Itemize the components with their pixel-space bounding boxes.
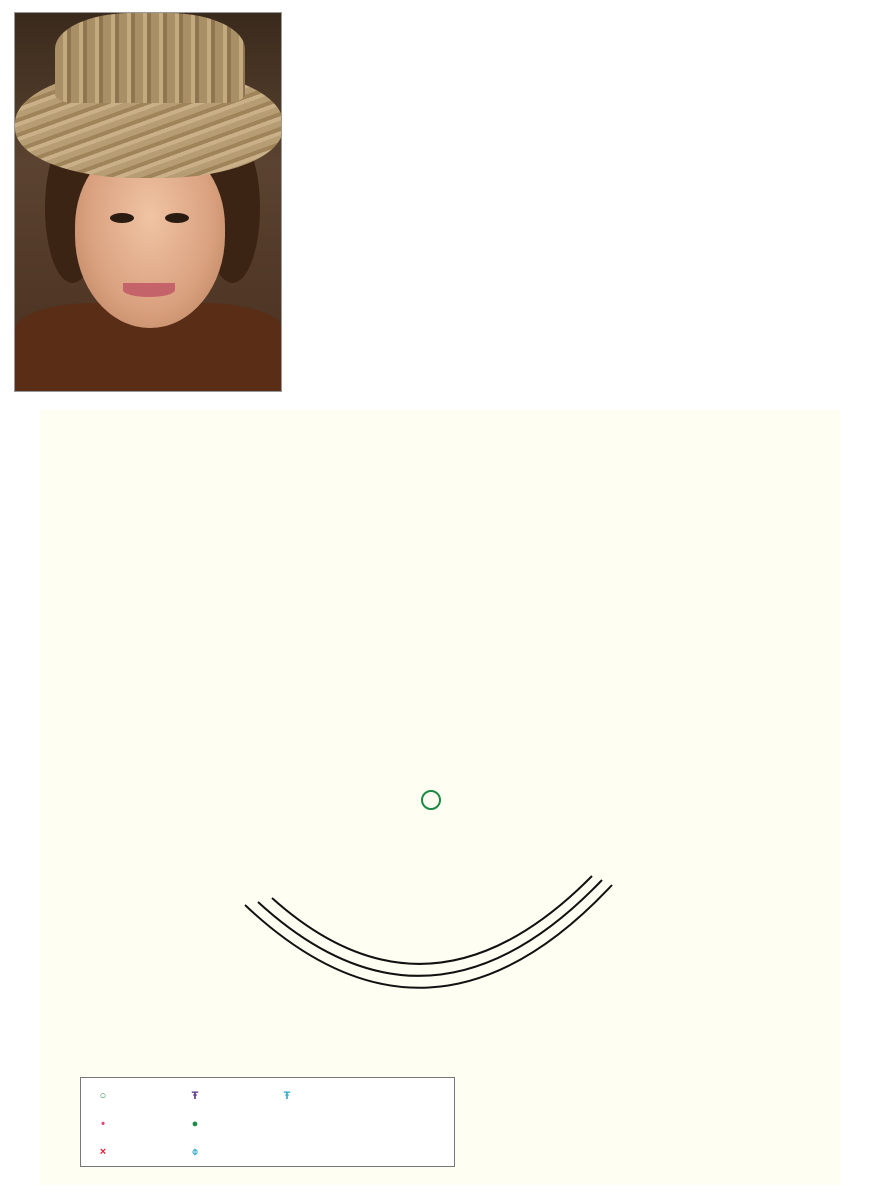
eye-right <box>165 213 189 223</box>
legend-item-dc <box>189 1090 205 1102</box>
materials-column <box>319 86 559 128</box>
cluster-icon: ⌽ <box>191 1146 199 1158</box>
mouth <box>123 283 175 297</box>
slip-stitch-icon: • <box>101 1118 105 1130</box>
model-photo <box>14 12 282 392</box>
legend-item-chain <box>97 1090 113 1102</box>
sc-icon: × <box>99 1146 107 1158</box>
dc-icon: Ŧ <box>191 1090 199 1102</box>
chain-icon: ○ <box>99 1090 107 1102</box>
hook-line <box>319 98 559 116</box>
legend <box>80 1077 455 1167</box>
legend-item-relief-dc <box>281 1090 297 1102</box>
legend-item-sc <box>97 1146 113 1158</box>
scheme-background <box>40 410 840 1185</box>
legend-item-slip <box>97 1118 113 1130</box>
eye-left <box>110 213 134 223</box>
turning-chain-icon: ● <box>191 1118 199 1130</box>
legend-item-cluster <box>189 1146 205 1159</box>
legend-item-turning-chain <box>189 1118 205 1130</box>
relief-dc-icon: Ŧ <box>283 1090 291 1102</box>
hat-crown <box>55 13 245 103</box>
